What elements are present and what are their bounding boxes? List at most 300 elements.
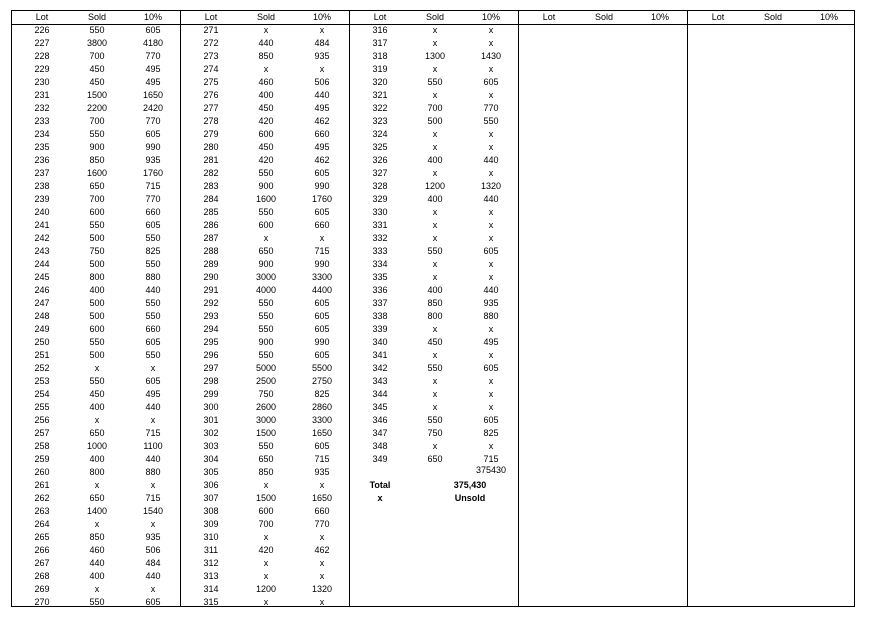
ten-percent-cell[interactable]: 935 [145,155,161,165]
lot-cell[interactable]: 338 [372,311,388,321]
lot-cell[interactable]: 252 [34,363,50,373]
sold-cell[interactable]: 440 [89,558,105,568]
sold-cell[interactable]: 400 [427,155,443,165]
ten-percent-cell[interactable]: 3300 [311,415,333,425]
sold-cell[interactable]: 700 [89,194,105,204]
ten-percent-cell[interactable]: 605 [483,246,499,256]
sold-cell[interactable]: 1600 [255,194,277,204]
ten-percent-cell[interactable]: 715 [145,428,161,438]
ten-percent-cell[interactable]: x [150,363,156,373]
ten-percent-cell[interactable]: x [488,272,494,282]
sold-cell[interactable]: 550 [258,324,274,334]
total-label[interactable]: Total [369,480,391,490]
sold-cell[interactable]: 550 [427,363,443,373]
lot-cell[interactable]: 239 [34,194,50,204]
sold-cell[interactable]: 4000 [255,285,277,295]
lot-cell[interactable]: 245 [34,272,50,282]
header-sold[interactable]: Sold [763,12,782,22]
ten-percent-cell[interactable]: 715 [314,246,330,256]
ten-percent-cell[interactable]: x [150,519,156,529]
lot-cell[interactable]: 278 [203,116,219,126]
legend-symbol[interactable]: x [377,493,383,503]
sold-cell[interactable]: x [263,597,269,607]
lot-cell[interactable]: 335 [372,272,388,282]
sold-cell[interactable]: 750 [427,428,443,438]
ten-percent-cell[interactable]: 605 [483,415,499,425]
lot-cell[interactable]: 271 [203,25,219,35]
sold-cell[interactable]: 5000 [255,363,277,373]
lot-cell[interactable]: 265 [34,532,50,542]
ten-percent-cell[interactable]: 605 [314,441,330,451]
ten-percent-cell[interactable]: x [319,480,325,490]
ten-percent-cell[interactable]: x [319,233,325,243]
sold-cell[interactable]: 900 [258,181,274,191]
lot-cell[interactable]: 294 [203,324,219,334]
sold-cell[interactable]: 500 [89,311,105,321]
sold-cell[interactable]: 450 [427,337,443,347]
sold-cell[interactable]: 500 [427,116,443,126]
ten-percent-cell[interactable]: 550 [145,259,161,269]
sold-cell[interactable]: 850 [258,51,274,61]
sold-cell[interactable]: 420 [258,545,274,555]
ten-percent-cell[interactable]: 605 [314,207,330,217]
sold-cell[interactable]: 1000 [86,441,108,451]
ten-percent-cell[interactable]: 825 [483,428,499,438]
lot-cell[interactable]: 296 [203,350,219,360]
lot-cell[interactable]: 244 [34,259,50,269]
lot-cell[interactable]: 322 [372,103,388,113]
sold-cell[interactable]: x [263,64,269,74]
lot-cell[interactable]: 267 [34,558,50,568]
lot-cell[interactable]: 330 [372,207,388,217]
sold-cell[interactable]: x [432,259,438,269]
sold-cell[interactable]: 550 [89,220,105,230]
header-lot[interactable]: Lot [542,12,556,22]
lot-cell[interactable]: 276 [203,90,219,100]
lot-cell[interactable]: 333 [372,246,388,256]
lot-cell[interactable]: 348 [372,441,388,451]
sold-cell[interactable]: 750 [89,246,105,256]
lot-cell[interactable]: 295 [203,337,219,347]
sold-cell[interactable]: 2200 [86,103,108,113]
lot-cell[interactable]: 274 [203,64,219,74]
ten-percent-cell[interactable]: 770 [145,194,161,204]
ten-percent-cell[interactable]: 770 [483,103,499,113]
ten-percent-cell[interactable]: 440 [483,155,499,165]
sold-cell[interactable]: 450 [89,64,105,74]
sold-cell[interactable]: 650 [89,493,105,503]
sold-cell[interactable]: 850 [427,298,443,308]
sold-cell[interactable]: x [263,571,269,581]
sold-cell[interactable]: x [432,142,438,152]
ten-percent-cell[interactable]: x [319,571,325,581]
sold-cell[interactable]: x [263,532,269,542]
ten-percent-cell[interactable]: 605 [314,298,330,308]
sold-cell[interactable]: x [263,233,269,243]
ten-percent-cell[interactable]: 1320 [311,584,333,594]
ten-percent-cell[interactable]: x [319,597,325,607]
sold-cell[interactable]: 400 [258,90,274,100]
ten-percent-cell[interactable]: 2420 [142,103,164,113]
lot-cell[interactable]: 309 [203,519,219,529]
lot-cell[interactable]: 233 [34,116,50,126]
ten-percent-cell[interactable]: 660 [314,220,330,230]
ten-percent-cell[interactable]: 605 [145,337,161,347]
sold-cell[interactable]: x [432,129,438,139]
lot-cell[interactable]: 272 [203,38,219,48]
lot-cell[interactable]: 291 [203,285,219,295]
lot-cell[interactable]: 342 [372,363,388,373]
sum-cell[interactable]: 375430 [475,465,507,475]
lot-cell[interactable]: 349 [372,454,388,464]
lot-cell[interactable]: 311 [203,545,219,555]
sold-cell[interactable]: 900 [258,259,274,269]
ten-percent-cell[interactable]: 4400 [311,285,333,295]
sold-cell[interactable]: 3000 [255,272,277,282]
sold-cell[interactable]: x [432,38,438,48]
sold-cell[interactable]: x [94,363,100,373]
header-sold[interactable]: Sold [256,12,275,22]
lot-cell[interactable]: 236 [34,155,50,165]
ten-percent-cell[interactable]: 462 [314,545,330,555]
sold-cell[interactable]: 400 [89,285,105,295]
lot-cell[interactable]: 277 [203,103,219,113]
ten-percent-cell[interactable]: x [488,38,494,48]
sold-cell[interactable]: 420 [258,116,274,126]
ten-percent-cell[interactable]: 1320 [480,181,502,191]
sold-cell[interactable]: 1600 [86,168,108,178]
ten-percent-cell[interactable]: 440 [145,402,161,412]
ten-percent-cell[interactable]: x [319,64,325,74]
ten-percent-cell[interactable]: x [488,207,494,217]
header-ten-percent[interactable]: 10% [143,12,162,22]
lot-cell[interactable]: 299 [203,389,219,399]
ten-percent-cell[interactable]: 495 [145,77,161,87]
ten-percent-cell[interactable]: x [150,415,156,425]
sold-cell[interactable]: x [263,558,269,568]
lot-cell[interactable]: 255 [34,402,50,412]
lot-cell[interactable]: 323 [372,116,388,126]
sold-cell[interactable]: 1500 [255,428,277,438]
lot-cell[interactable]: 238 [34,181,50,191]
lot-cell[interactable]: 242 [34,233,50,243]
sold-cell[interactable]: 1500 [255,493,277,503]
ten-percent-cell[interactable]: 495 [145,389,161,399]
lot-cell[interactable]: 234 [34,129,50,139]
sold-cell[interactable]: 650 [89,428,105,438]
lot-cell[interactable]: 343 [372,376,388,386]
sold-cell[interactable]: 2500 [255,376,277,386]
lot-cell[interactable]: 273 [203,51,219,61]
sold-cell[interactable]: 2600 [255,402,277,412]
sold-cell[interactable]: 420 [258,155,274,165]
lot-cell[interactable]: 266 [34,545,50,555]
lot-cell[interactable]: 326 [372,155,388,165]
ten-percent-cell[interactable]: 880 [145,467,161,477]
ten-percent-cell[interactable]: 5500 [311,363,333,373]
ten-percent-cell[interactable]: 462 [314,116,330,126]
sold-cell[interactable]: 460 [258,77,274,87]
lot-cell[interactable]: 258 [34,441,50,451]
sold-cell[interactable]: 1500 [86,90,108,100]
ten-percent-cell[interactable]: x [488,90,494,100]
ten-percent-cell[interactable]: 605 [314,350,330,360]
sold-cell[interactable]: 400 [89,454,105,464]
ten-percent-cell[interactable]: 440 [483,285,499,295]
ten-percent-cell[interactable]: 715 [145,181,161,191]
sold-cell[interactable]: 550 [89,597,105,607]
ten-percent-cell[interactable]: 2750 [311,376,333,386]
sold-cell[interactable]: x [432,272,438,282]
ten-percent-cell[interactable]: 935 [314,467,330,477]
sold-cell[interactable]: 550 [258,441,274,451]
ten-percent-cell[interactable]: x [319,25,325,35]
sold-cell[interactable]: 400 [89,402,105,412]
ten-percent-cell[interactable]: 990 [314,181,330,191]
sold-cell[interactable]: 700 [258,519,274,529]
ten-percent-cell[interactable]: x [488,168,494,178]
ten-percent-cell[interactable]: 660 [145,324,161,334]
ten-percent-cell[interactable]: 990 [145,142,161,152]
ten-percent-cell[interactable]: 770 [145,116,161,126]
lot-cell[interactable]: 254 [34,389,50,399]
lot-cell[interactable]: 256 [34,415,50,425]
header-sold[interactable]: Sold [594,12,613,22]
sold-cell[interactable]: 1400 [86,506,108,516]
lot-cell[interactable]: 281 [203,155,219,165]
lot-cell[interactable]: 336 [372,285,388,295]
lot-cell[interactable]: 317 [372,38,388,48]
lot-cell[interactable]: 279 [203,129,219,139]
lot-cell[interactable]: 253 [34,376,50,386]
sold-cell[interactable]: 550 [258,168,274,178]
ten-percent-cell[interactable]: 1760 [311,194,333,204]
lot-cell[interactable]: 270 [34,597,50,607]
lot-cell[interactable]: 302 [203,428,219,438]
ten-percent-cell[interactable]: 440 [145,571,161,581]
lot-cell[interactable]: 289 [203,259,219,269]
sold-cell[interactable]: 650 [89,181,105,191]
ten-percent-cell[interactable]: 1760 [142,168,164,178]
lot-cell[interactable]: 320 [372,77,388,87]
ten-percent-cell[interactable]: x [319,558,325,568]
ten-percent-cell[interactable]: x [488,220,494,230]
lot-cell[interactable]: 340 [372,337,388,347]
lot-cell[interactable]: 226 [34,25,50,35]
sold-cell[interactable]: x [94,584,100,594]
ten-percent-cell[interactable]: 550 [483,116,499,126]
ten-percent-cell[interactable]: 1650 [311,428,333,438]
ten-percent-cell[interactable]: x [488,142,494,152]
lot-cell[interactable]: 314 [203,584,219,594]
sold-cell[interactable]: x [263,25,269,35]
ten-percent-cell[interactable]: 1650 [142,90,164,100]
lot-cell[interactable]: 285 [203,207,219,217]
lot-cell[interactable]: 305 [203,467,219,477]
sold-cell[interactable]: 800 [89,467,105,477]
ten-percent-cell[interactable]: 506 [145,545,161,555]
ten-percent-cell[interactable]: 715 [483,454,499,464]
lot-cell[interactable]: 292 [203,298,219,308]
ten-percent-cell[interactable]: 1100 [143,441,163,451]
sold-cell[interactable]: x [432,90,438,100]
lot-cell[interactable]: 257 [34,428,50,438]
sold-cell[interactable]: 450 [258,142,274,152]
lot-cell[interactable]: 246 [34,285,50,295]
lot-cell[interactable]: 293 [203,311,219,321]
sold-cell[interactable]: x [432,220,438,230]
lot-cell[interactable]: 269 [34,584,50,594]
sold-cell[interactable]: 450 [89,389,105,399]
sold-cell[interactable]: 600 [258,506,274,516]
ten-percent-cell[interactable]: 550 [145,311,161,321]
ten-percent-cell[interactable]: x [488,402,494,412]
legend-text[interactable]: Unsold [454,493,486,503]
lot-cell[interactable]: 235 [34,142,50,152]
lot-cell[interactable]: 284 [203,194,219,204]
lot-cell[interactable]: 316 [372,25,388,35]
sold-cell[interactable]: 400 [427,194,443,204]
sold-cell[interactable]: 650 [258,246,274,256]
sold-cell[interactable]: 1200 [255,584,277,594]
lot-cell[interactable]: 307 [203,493,219,503]
ten-percent-cell[interactable]: 990 [314,337,330,347]
sold-cell[interactable]: x [94,480,100,490]
ten-percent-cell[interactable]: 550 [145,298,161,308]
sold-cell[interactable]: 900 [89,142,105,152]
ten-percent-cell[interactable]: 605 [314,324,330,334]
sold-cell[interactable]: 800 [89,272,105,282]
ten-percent-cell[interactable]: 990 [314,259,330,269]
lot-cell[interactable]: 229 [34,64,50,74]
lot-cell[interactable]: 248 [34,311,50,321]
sold-cell[interactable]: 550 [89,337,105,347]
sold-cell[interactable]: 500 [89,259,105,269]
sold-cell[interactable]: 700 [89,51,105,61]
sold-cell[interactable]: 600 [258,129,274,139]
ten-percent-cell[interactable]: 550 [145,233,161,243]
ten-percent-cell[interactable]: 4180 [142,38,164,48]
sold-cell[interactable]: x [432,350,438,360]
lot-cell[interactable]: 347 [372,428,388,438]
ten-percent-cell[interactable]: 605 [314,311,330,321]
ten-percent-cell[interactable]: x [488,25,494,35]
header-lot[interactable]: Lot [711,12,725,22]
ten-percent-cell[interactable]: 605 [483,363,499,373]
ten-percent-cell[interactable]: x [150,584,156,594]
header-lot[interactable]: Lot [373,12,387,22]
lot-cell[interactable]: 275 [203,77,219,87]
ten-percent-cell[interactable]: x [488,259,494,269]
sold-cell[interactable]: 900 [258,337,274,347]
ten-percent-cell[interactable]: 462 [314,155,330,165]
lot-cell[interactable]: 262 [34,493,50,503]
sold-cell[interactable]: 550 [427,77,443,87]
ten-percent-cell[interactable]: 605 [145,25,161,35]
ten-percent-cell[interactable]: 605 [314,168,330,178]
lot-cell[interactable]: 319 [372,64,388,74]
ten-percent-cell[interactable]: 825 [314,389,330,399]
sold-cell[interactable]: x [94,415,100,425]
ten-percent-cell[interactable]: 605 [145,376,161,386]
ten-percent-cell[interactable]: 715 [314,454,330,464]
lot-cell[interactable]: 290 [203,272,219,282]
lot-cell[interactable]: 240 [34,207,50,217]
ten-percent-cell[interactable]: 935 [314,51,330,61]
sold-cell[interactable]: 550 [258,350,274,360]
sold-cell[interactable]: 750 [258,389,274,399]
ten-percent-cell[interactable]: 770 [145,51,161,61]
ten-percent-cell[interactable]: 506 [314,77,330,87]
ten-percent-cell[interactable]: 3300 [311,272,333,282]
ten-percent-cell[interactable]: 605 [483,77,499,87]
lot-cell[interactable]: 249 [34,324,50,334]
ten-percent-cell[interactable]: 550 [145,350,161,360]
lot-cell[interactable]: 318 [372,51,388,61]
ten-percent-cell[interactable]: x [488,350,494,360]
lot-cell[interactable]: 313 [203,571,219,581]
sold-cell[interactable]: x [263,480,269,490]
lot-cell[interactable]: 324 [372,129,388,139]
sold-cell[interactable]: 550 [258,311,274,321]
sold-cell[interactable]: x [432,441,438,451]
ten-percent-cell[interactable]: 495 [314,103,330,113]
lot-cell[interactable]: 346 [372,415,388,425]
ten-percent-cell[interactable]: 495 [314,142,330,152]
lot-cell[interactable]: 260 [34,467,50,477]
ten-percent-cell[interactable]: 660 [145,207,161,217]
sold-cell[interactable]: x [432,25,438,35]
lot-cell[interactable]: 304 [203,454,219,464]
lot-cell[interactable]: 334 [372,259,388,269]
sold-cell[interactable]: 650 [258,454,274,464]
lot-cell[interactable]: 280 [203,142,219,152]
sold-cell[interactable]: x [432,389,438,399]
ten-percent-cell[interactable]: 935 [483,298,499,308]
ten-percent-cell[interactable]: 484 [314,38,330,48]
ten-percent-cell[interactable]: 935 [145,532,161,542]
sold-cell[interactable]: 700 [89,116,105,126]
sold-cell[interactable]: x [432,64,438,74]
lot-cell[interactable]: 339 [372,324,388,334]
lot-cell[interactable]: 321 [372,90,388,100]
ten-percent-cell[interactable]: 715 [145,493,161,503]
lot-cell[interactable]: 306 [203,480,219,490]
lot-cell[interactable]: 228 [34,51,50,61]
ten-percent-cell[interactable]: 2860 [311,402,333,412]
ten-percent-cell[interactable]: x [488,64,494,74]
sold-cell[interactable]: 850 [258,467,274,477]
header-lot[interactable]: Lot [204,12,218,22]
sold-cell[interactable]: 400 [89,571,105,581]
sold-cell[interactable]: 550 [427,246,443,256]
sold-cell[interactable]: x [432,233,438,243]
lot-cell[interactable]: 268 [34,571,50,581]
sold-cell[interactable]: 700 [427,103,443,113]
ten-percent-cell[interactable]: 495 [145,64,161,74]
sold-cell[interactable]: x [432,207,438,217]
sold-cell[interactable]: 550 [89,25,105,35]
lot-cell[interactable]: 300 [203,402,219,412]
lot-cell[interactable]: 329 [372,194,388,204]
lot-cell[interactable]: 341 [372,350,388,360]
lot-cell[interactable]: 287 [203,233,219,243]
ten-percent-cell[interactable]: 1540 [142,506,164,516]
sold-cell[interactable]: 440 [258,38,274,48]
lot-cell[interactable]: 312 [203,558,219,568]
lot-cell[interactable]: 310 [203,532,219,542]
ten-percent-cell[interactable]: x [488,129,494,139]
